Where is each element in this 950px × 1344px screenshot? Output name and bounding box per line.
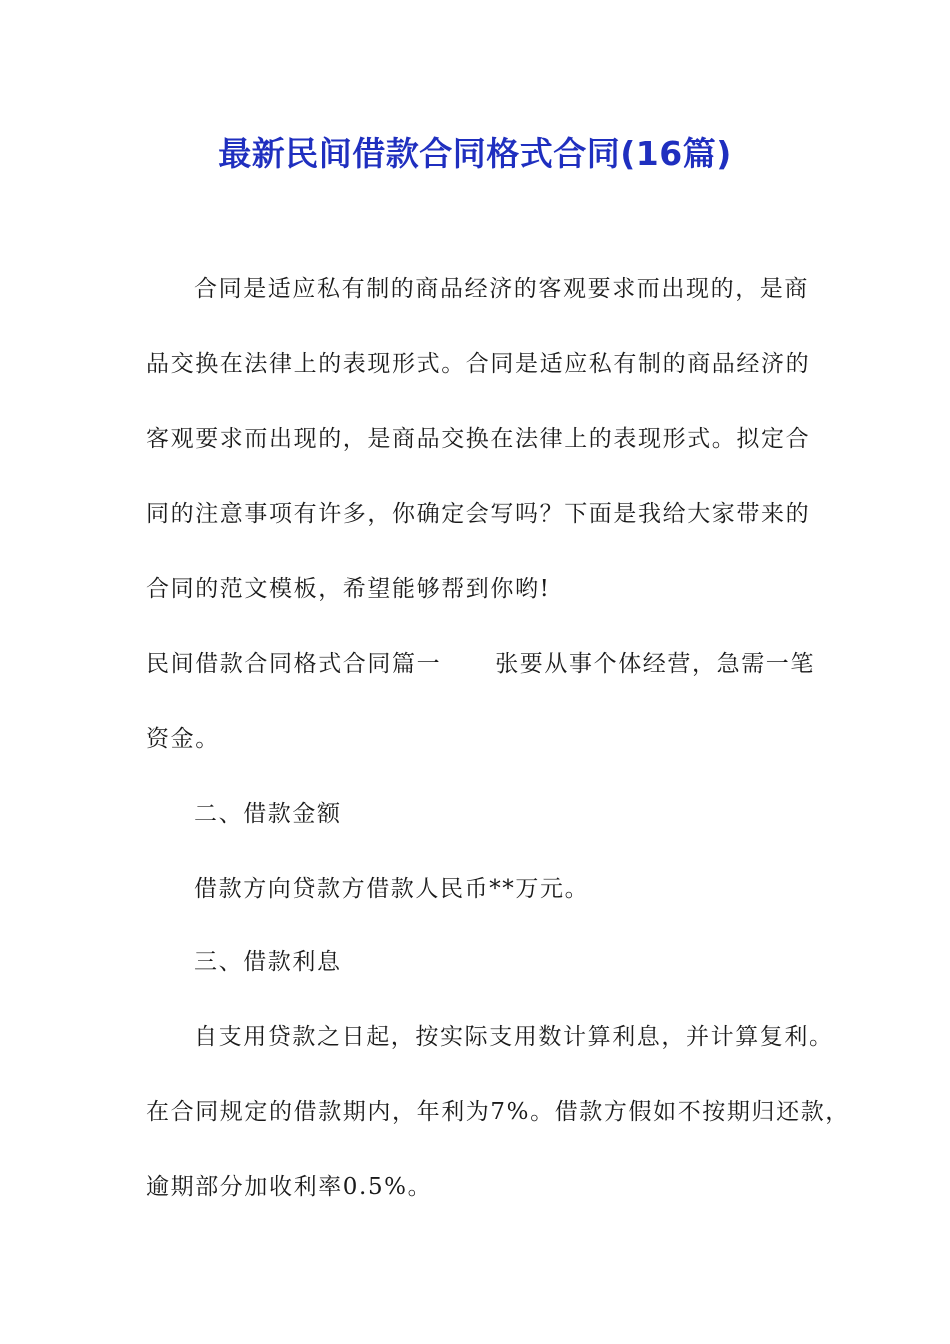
interest-line-2: 在合同规定的借款期内，年利为7%。借款方假如不按期归还款， — [146, 1099, 850, 1125]
heading-amount: 二、借款金额 — [194, 801, 342, 827]
intro-line-2: 品交换在法律上的表现形式。合同是适应私有制的商品经济的 — [146, 351, 811, 377]
intro-line-3: 客观要求而出现的，是商品交换在法律上的表现形式。拟定合 — [146, 426, 811, 452]
section-one-line — [146, 645, 815, 678]
intro-line-4: 同的注意事项有许多，你确定会写吗？下面是我给大家带来的 — [146, 501, 811, 527]
intro-line-1: 合同是适应私有制的商品经济的客观要求而出现的，是商 — [194, 276, 809, 302]
section-one-heading: 民间借款合同格式合同篇一 — [146, 651, 442, 677]
section-one-text: 张要从事个体经营，急需一笔 — [495, 651, 816, 677]
heading-interest: 三、借款利息 — [194, 949, 342, 975]
section-one-text-cont: 资金。 — [146, 726, 220, 752]
intro-line-5: 合同的范文模板，希望能够帮到你哟! — [146, 576, 551, 602]
interest-line-1: 自支用贷款之日起，按实际支用数计算利息，并计算复利。 — [194, 1024, 834, 1050]
amount-text: 借款方向贷款方借款人民币**万元。 — [194, 876, 590, 902]
interest-line-3: 逾期部分加收利率0.5%。 — [146, 1174, 433, 1200]
document-title: 最新民间借款合同格式合同(16篇) — [218, 134, 732, 173]
